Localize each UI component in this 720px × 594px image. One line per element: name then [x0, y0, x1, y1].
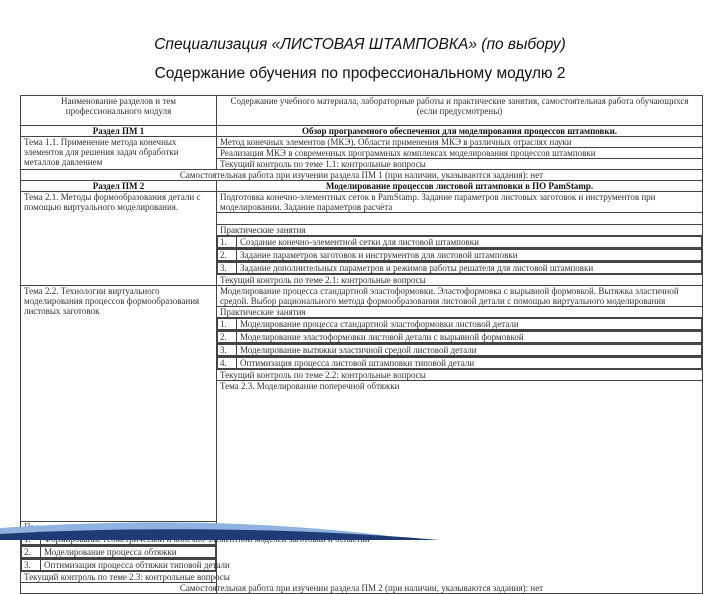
- topic-2-3-item-3-num: 3.: [22, 560, 41, 571]
- section1-label: Раздел ПМ 1: [21, 126, 217, 137]
- table-header-row: [21, 96, 703, 126]
- topic-2-1-item-1-text: Создание конечно-элементной сетки для листовой штамповки: [237, 237, 702, 248]
- topic-2-1-item-3-text: Задание дополнительных параметров и режимов работы решателя для листовой штамповки: [237, 263, 702, 274]
- section2-selfwork-row: [21, 583, 703, 594]
- topic-2-3-control: Текущий контроль по теме 2.3: контрольные вопросы: [21, 572, 217, 583]
- topic-2-3-item-3-text: Оптимизация процесса обтяжки типовой детали: [41, 560, 216, 571]
- topic-2-2-item-1-text: Моделирование процесса стандартной эластоформовки листовой детали: [237, 319, 702, 330]
- topic-2-1-practice-label: Практические занятия: [217, 225, 703, 236]
- topic-2-2-item-4-num: 4.: [218, 358, 237, 369]
- section1-title: Обзор программного обеспечения для моделирования процессов штамповки.: [217, 126, 703, 137]
- topic-1-1-line-3: Текущий контроль по теме 1.1: контрольные вопросы: [217, 159, 703, 170]
- topic-2-2-row: [21, 286, 703, 307]
- section2-label: Раздел ПМ 2: [21, 181, 217, 192]
- header-col-sections: Наименование разделов и тем профессионального модуля: [21, 96, 217, 126]
- topic-2-1-item-1-num: 1.: [218, 237, 237, 248]
- topic-2-3-name: Тема 2.3. Моделирование поперечной обтяжки: [217, 381, 703, 594]
- topic-2-2-name: Тема 2.2. Технологии виртуального моделирования процессов формообразования листовых заготовок: [21, 286, 217, 522]
- topic-1-1-line-1: Метод конечных элементов (МКЭ). Области применения МКЭ в различных отраслях науки: [217, 137, 703, 148]
- topic-2-1-item-3-num: 3.: [218, 263, 237, 274]
- section2-title: Моделирование процессов листовой штамповки в ПО PamStamp.: [217, 181, 703, 192]
- topic-1-1-row: [21, 137, 703, 148]
- topic-2-2-item-1-num: 1.: [218, 319, 237, 330]
- topic-2-2-practice-label: Практические занятия: [217, 307, 703, 318]
- decorative-footer-wave: [0, 510, 720, 540]
- section2-selfwork: Самостоятельная работа при изучении раздела ПМ 2 (при наличии, указываются задания): нет: [21, 583, 703, 594]
- topic-1-1-line-2: Реализация МКЭ в современных программных комплексах моделирования процессов штамповки: [217, 148, 703, 159]
- topic-2-1-name: Тема 2.1. Методы формообразования детали с помощью виртуального моделирования.: [21, 192, 217, 286]
- topic-2-2-item-3-text: Моделирование вытяжки эластичной средой листовой детали: [237, 345, 702, 356]
- topic-2-1-spacer: [217, 213, 703, 225]
- section1-selfwork-row: [21, 170, 703, 181]
- topic-2-2-item-2-text: Моделирование эластоформовки листовой детали с вырывной формовкой: [237, 332, 702, 343]
- topic-2-1-item-2-num: 2.: [218, 250, 237, 261]
- topic-2-1-item-2-text: Задание параметров заготовок и инструментов для листовой штамповки: [237, 250, 702, 261]
- topic-2-1-text: Подготовка конечно-элементных сеток в PamStamp. Задание параметров листовых заготовок и инструментов при моделировании. Задание параметров расчёта: [217, 192, 703, 213]
- page-title: Специализация «ЛИСТОВАЯ ШТАМПОВКА» (по выбору): [154, 36, 566, 53]
- topic-2-2-text: Моделирование процесса стандартной эластоформовки. Эластоформовка с вырывной формовкой. Вытяжка эластичной средой. Выбор рационального метода формообразования листовой детали с помощью виртуального моделирования: [217, 286, 703, 307]
- section1-row: [21, 126, 703, 137]
- topic-2-1-row: [21, 192, 703, 213]
- topic-2-2-control: Текущий контроль по теме 2.2: контрольные вопросы: [217, 370, 703, 381]
- section1-selfwork: Самостоятельная работа при изучении раздела ПМ 1 (при наличии, указываются задания): нет: [21, 170, 703, 181]
- section2-row: [21, 181, 703, 192]
- topic-2-2-item-2-num: 2.: [218, 332, 237, 343]
- topic-2-3-item-2-text: Моделирование процесса обтяжки: [41, 547, 216, 558]
- topic-2-2-item-3-num: 3.: [218, 345, 237, 356]
- header-col-content: Содержание учебного материала, лабораторные работы и практические занятия, самостоятельная работа обучающихся (если предусмотрены): [217, 96, 703, 126]
- topic-2-2-item-4-text: Оптимизация процесса листовой штамповки типовой детали: [237, 358, 702, 369]
- topic-1-1-name: Тема 1.1. Применение метода конечных элементов для решения задач обработки металлов давлением: [21, 137, 217, 170]
- page-subtitle: Содержание обучения по профессиональному модулю 2: [154, 65, 566, 82]
- topic-2-3-item-2-num: 2.: [22, 547, 41, 558]
- topic-2-1-control: Текущий контроль по теме 2.1: контрольные вопросы: [217, 275, 703, 286]
